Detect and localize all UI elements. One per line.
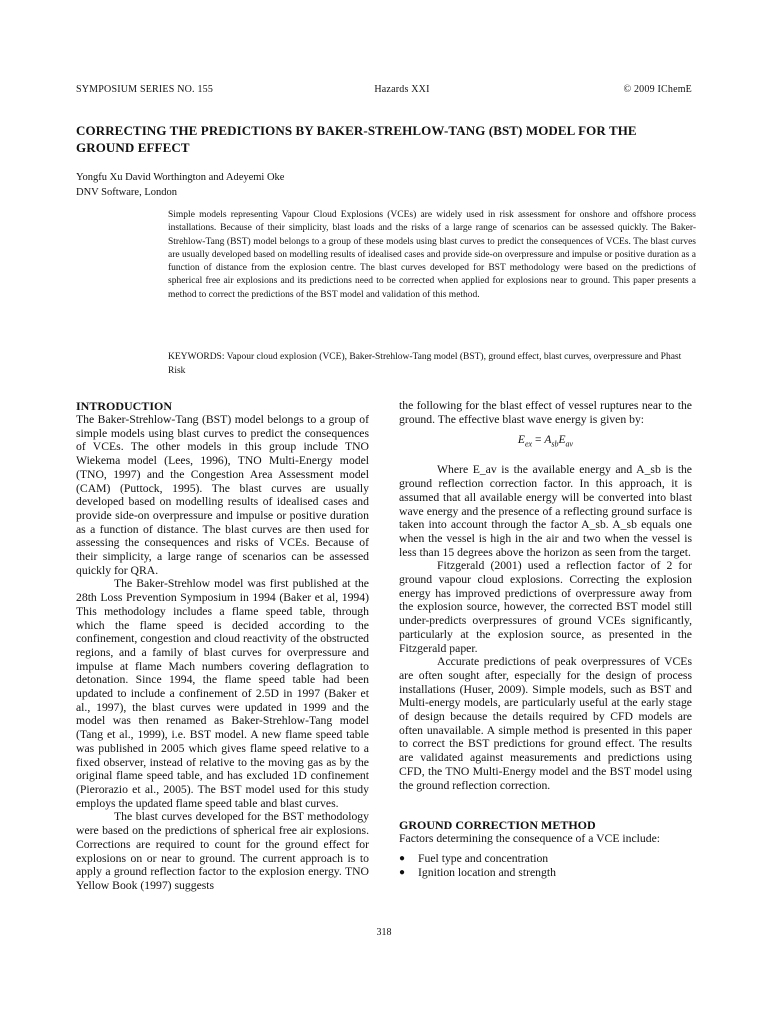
running-header-copyright: © 2009 IChemE (623, 84, 692, 95)
intro-paragraph-3: The blast curves developed for the BST methodology were based on the predictions of spherical free air explosions. Corrections are required to count for the ground effect for explosions on or near to ground. The current approach is to apply a ground reflection factor to the explosion energy. TNO Yellow Book (1997) suggests (76, 810, 369, 892)
ground-correction-intro: Factors determining the consequence of a VCE include: (399, 832, 661, 846)
intro-paragraph-7: Accurate predictions of peak overpressures of VCEs are often sought after, especially for the design of process installations (Huser, 2009). Simple models, such as BST and Multi-energy models, are particularly useful at the early stage of design because the details required by CFD models are often unavailable. A simple method is presented in this paper to correct the BST predictions for ground effect. The results are validated against measurements and predictions using CFD, the TNO Multi-Energy model and the BST model using the ground reflection correction. (399, 655, 692, 792)
energy-equation: $E_{ex} = A_{sb}E_{av}$ (517, 434, 574, 449)
running-header-series: SYMPOSIUM SERIES NO. 155 (76, 84, 214, 95)
intro-paragraph-5: Where E_av is the available energy and A_sb is the ground reflection correction factor. In this approach, it is assumed that all available energy will be converted into blast wave energy and the presence of a reflecting ground surface is taken into account through the factor A_sb. A_sb equals one when the vessel is high in the air and two when the vessel is less than 15 degrees above the horizon as seen from the target. (399, 463, 692, 559)
author-names: Yongfu Xu David Worthington and Adeyemi Oke (76, 172, 285, 183)
ground-correction-heading: GROUND CORRECTION METHOD (399, 818, 596, 833)
author-affiliation: DNV Software, London (76, 187, 178, 198)
right-column (399, 399, 692, 879)
author-block (76, 170, 284, 200)
intro-paragraph-1: The Baker-Strehlow-Tang (BST) model belongs to a group of simple models using blast curves to predict the consequences of VCEs. The other models in this group include TNO Wiekema model (Lees, 1996), TNO Multi-Energy model (TNO, 1997) and the Congestion Area Assessment model (CAM) (Puttock, 1995). The blast curves are usually developed based on modelling results of idealised cases and provide side-on overpressure and impulse or positive duration as a function of distance. The blast curves are then used for assessing the consequences and risks of VCEs. Because of their simplicity, a large range of scenarios can be assessed quickly for QRA. (76, 413, 369, 577)
bullet-icon: ● (399, 852, 406, 864)
introduction-heading: INTRODUCTION (76, 399, 173, 413)
keywords: KEYWORDS: Vapour cloud explosion (VCE), Baker-Strehlow-Tang model (BST), ground effect, blast curves, overpressure and Phast Risk (168, 352, 682, 376)
list-item: ● Fuel type and concentration (399, 851, 549, 865)
bullet-icon: ● (399, 866, 406, 878)
intro-paragraph-4: the following for the blast effect of vessel ruptures near to the ground. The effective blast wave energy is given by: (399, 399, 692, 426)
factor-list (399, 852, 692, 879)
paper-title: CORRECTING THE PREDICTIONS BY BAKER-STREHLOW-TANG (BST) MODEL FOR THE GROUND EFFECT (76, 123, 637, 155)
intro-paragraph-2: The Baker-Strehlow model was first published at the 28th Loss Prevention Symposium in 1994 (Baker et al, 1994) This methodology includes a flame speed table, through which the flame speed is decided according to the confinement, congestion and cloud reactivity of the obstructed regions, and a family of blast curves for overpressure and impulse at flame Mach numbers covering deflagration to detonation. Since 1994, the flame speed table had been updated to include a confinement of 2.5D in 1997 (Baker et al., 1997), the blast curves were updated in 1999 and the model was then renamed as Baker-Strehlow-Tang model (Tang et al., 1999), i.e. BST model. A new flame speed table was published in 2005 which gives flame speed relative to a fixed observer, instead of relative to the moving gas as by the original flame speed table, and has excluded 1D confinement (Pierorazio et al., 2005). The BST model used for this study employs the updated flame speed table and blast curves. (76, 577, 369, 810)
running-header-event: Hazards XXI (374, 84, 430, 95)
abstract: Simple models representing Vapour Cloud Explosions (VCEs) are widely used in risk assessment for onshore and offshore process installations. Because of their simplicity, blast loads and the risks of a large range of scenarios can be assessed quickly. The Baker-Strehlow-Tang (BST) model belongs to a group of these models using blast curves to predict the consequences of VCEs. The blast curves are usually developed based on modelling results of idealised cases and provide side-on overpressure and impulse or positive duration as a function of distance from the explosion centre. The blast curves developed for BST methodology were based on the predictions of spherical free air explosions and its predictions need to be corrected when applied for explosions near to ground. This paper presents a method to correct the predictions of the BST model and validation of this method. (168, 210, 696, 300)
list-item: ● Ignition location and strength (399, 865, 556, 879)
intro-paragraph-6: Fitzgerald (2001) used a reflection factor of 2 for ground vapour cloud explosions. Correcting the explosion energy has improved predictions of overpressure away from the explosion source, however, the corrected BST model still under-predicts overpressures of ground VCEs significantly, particularly at the explosion source, as presented in the Fitzgerald paper. (399, 559, 692, 655)
page-number: 318 (376, 927, 392, 938)
left-column (76, 399, 369, 893)
